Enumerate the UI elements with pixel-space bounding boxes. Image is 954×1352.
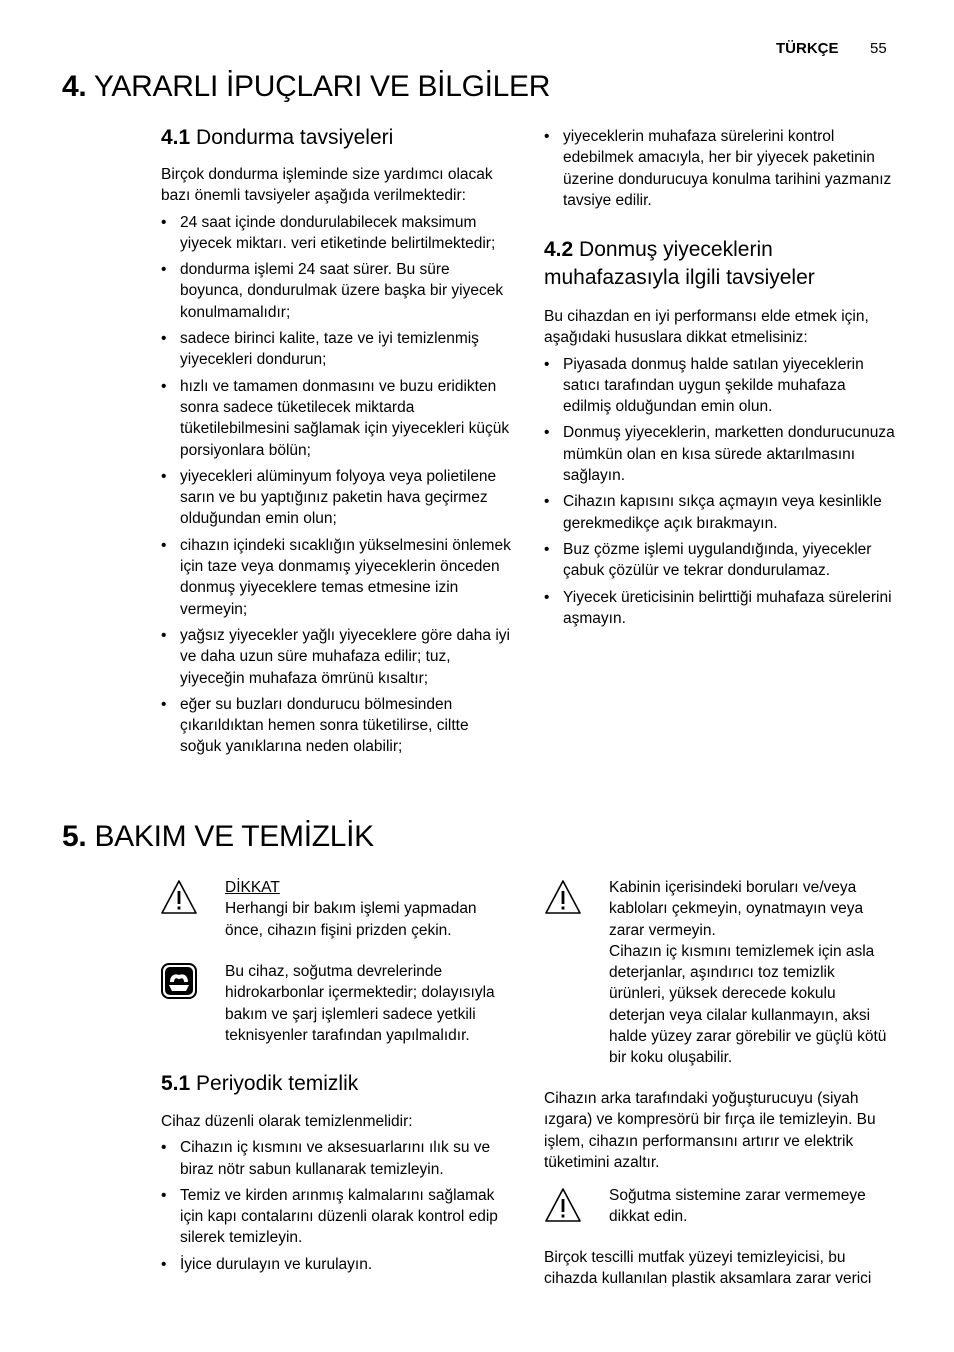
list-item: • Buz çözme işlemi uygulandığında, yiyecekler çabuk çözülür ve tekrar dondurulamaz. [544, 539, 896, 582]
warning-note-2: Soğutma sistemine zarar vermemeye dikkat edin. [609, 1187, 866, 1226]
section-4-heading [62, 70, 550, 104]
page-number: 55 [870, 40, 887, 57]
list-item: • Cihazın kapısını sıkça açmayın veya kesinlikle gerekmedikçe açık bırakmayın. [544, 491, 896, 534]
intro-paragraph: Bu cihazdan en iyi performansı elde etmek için, aşağıdaki hususlara dikkat etmelisiniz: [544, 308, 869, 347]
list-item: • yağsız yiyecekler yağlı yiyeceklere göre daha iyi ve daha uzun süre muhafaza edilir; tuz, yiyeceğin muhafaza ömrünü kısaltır; [161, 625, 511, 689]
list-item: • 24 saat içinde dondurulabilecek maksimum yiyecek miktarı. veri etiketinde belirtilmektedir; [161, 212, 511, 255]
subsection-number: 4.1 [161, 126, 191, 149]
bullet-list [544, 126, 892, 211]
environment-icon [160, 962, 198, 1000]
section-number: 5. [62, 820, 87, 853]
bullet-list [544, 354, 896, 630]
subsection-heading [161, 124, 511, 152]
header-language: TÜRKÇE [776, 40, 839, 57]
warning-note [609, 877, 894, 1069]
section-5-heading [62, 820, 374, 854]
list-item: • Cihazın iç kısmını ve aksesuarlarını ılık su ve biraz nötr sabun kullanarak temizleyin. [161, 1137, 511, 1180]
bullet-list [161, 1137, 511, 1275]
subsection-5-1 [161, 1070, 511, 1280]
list-item: • hızlı ve tamamen donmasını ve buzu eridikten sonra sadece tüketilecek miktarda tüketilebilmesini sağlamak için yiyecekleri küçük porsiyonlara bölün; [161, 376, 511, 461]
condenser-paragraph: Cihazın arka tarafındaki yoğuşturucuyu (siyah ızgara) ve kompresörü bir fırça ile temizleyin. Bu işlem, cihazın performansını artırır ve elektrik tüketimini azaltır. [544, 1090, 876, 1171]
subsection-4-2 [544, 236, 896, 634]
list-item: • eğer su buzları dondurucu bölmesinden çıkarıldıktan hemen sonra tüketilirse, ciltte soğuk yanıklarına neden olabilir; [161, 694, 511, 758]
warning-triangle-icon [160, 878, 198, 916]
section-title: BAKIM VE TEMİZLİK [94, 820, 374, 853]
warning-triangle-icon [544, 1186, 582, 1224]
list-item: • cihazın içindeki sıcaklığın yükselmesini önlemek için taze veya donmamış yiyeceklerin önceden donmuş yiyeceklere temas etmesine izin vermeyin; [161, 535, 511, 620]
intro-paragraph: Cihaz düzenli olarak temizlenmelidir: [161, 1113, 413, 1130]
subsection-number: 4.2 [544, 238, 574, 261]
subsection-number: 5.1 [161, 1072, 191, 1095]
subsection-4-1-continued [544, 126, 892, 216]
list-item: • Piyasada donmuş halde satılan yiyeceklerin satıcı tarafından uygun şekilde muhafaza edilmiş olduğundan emin olun. [544, 354, 896, 418]
subsection-heading [544, 236, 896, 292]
eco-note: Bu cihaz, soğutma devrelerinde hidrokarbonlar içermektedir; dolayısıyla bakım ve şarj işlemleri sadece yetkili teknisyenler tarafından yapılmalıdır. [225, 963, 495, 1044]
caution-title: DİKKAT [225, 879, 280, 896]
list-item: • Donmuş yiyeceklerin, marketten dondurucunuza mümkün olan en kısa sürede aktarılmasını sağlayın. [544, 422, 896, 486]
warning-text-1: Kabinin içerisindeki boruları ve/veya kabloları çekmeyin, oynatmayın veya zarar vermeyin. [609, 879, 864, 939]
subsection-4-1 [161, 124, 511, 763]
list-item: • İyice durulayın ve kurulayın. [161, 1254, 511, 1275]
list-item: • yiyecekleri alüminyum folyoya veya polietilene sarın ve bu yaptığınız paketin hava geçirmez olduğundan emin olun; [161, 466, 511, 530]
section-title: YARARLI İPUÇLARI VE BİLGİLER [93, 70, 551, 103]
list-item: • yiyeceklerin muhafaza sürelerini kontrol edebilmek amacıyla, her bir yiyecek paketinin üzerine dondurucuya konulma tarihini yazmanız tavsiye edilir. [544, 126, 892, 211]
warning-triangle-icon [544, 878, 582, 916]
closing-paragraph: Birçok tescilli mutfak yüzeyi temizleyicisi, bu cihazda kullanılan plastik aksamlara zarar verici [544, 1249, 872, 1288]
subsection-title-line1: Donmuş yiyeceklerin [579, 238, 773, 261]
bullet-list [161, 212, 511, 758]
list-item: • Temiz ve kirden arınmış kalmalarını sağlamak için kapı contalarını düzenli olarak kontrol edip silerek temizleyin. [161, 1185, 511, 1249]
list-item: • Yiyecek üreticisinin belirttiği muhafaza sürelerini aşmayın. [544, 587, 896, 630]
list-item: • dondurma işlemi 24 saat sürer. Bu süre boyunca, dondurulmak üzere başka bir yiyecek konulmamalıdır; [161, 259, 511, 323]
subsection-title: Dondurma tavsiyeleri [196, 126, 394, 149]
caution-note [225, 877, 515, 941]
warning-text-2: Cihazın iç kısmını temizlemek için asla deterjanlar, aşındırıcı toz temizlik ürünleri, yüksek derecede kokulu deterjan veya cilalar kullanmayın, aksi halde yüzey zarar görebilir ve güçlü kötü bir koku oluşabilir. [609, 942, 887, 1067]
caution-text: Herhangi bir bakım işlemi yapmadan önce, cihazın fişini prizden çekin. [225, 900, 477, 939]
section-number: 4. [62, 70, 87, 103]
intro-paragraph: Birçok dondurma işleminde size yardımcı olacak bazı önemli tavsiyeler aşağıda verilmektedir: [161, 166, 493, 205]
subsection-title: Periyodik temizlik [196, 1072, 359, 1095]
subsection-title-line2: muhafazasıyla ilgili tavsiyeler [544, 266, 815, 289]
subsection-heading [161, 1070, 511, 1098]
list-item: • sadece birinci kalite, taze ve iyi temizlenmiş yiyecekleri dondurun; [161, 328, 511, 371]
